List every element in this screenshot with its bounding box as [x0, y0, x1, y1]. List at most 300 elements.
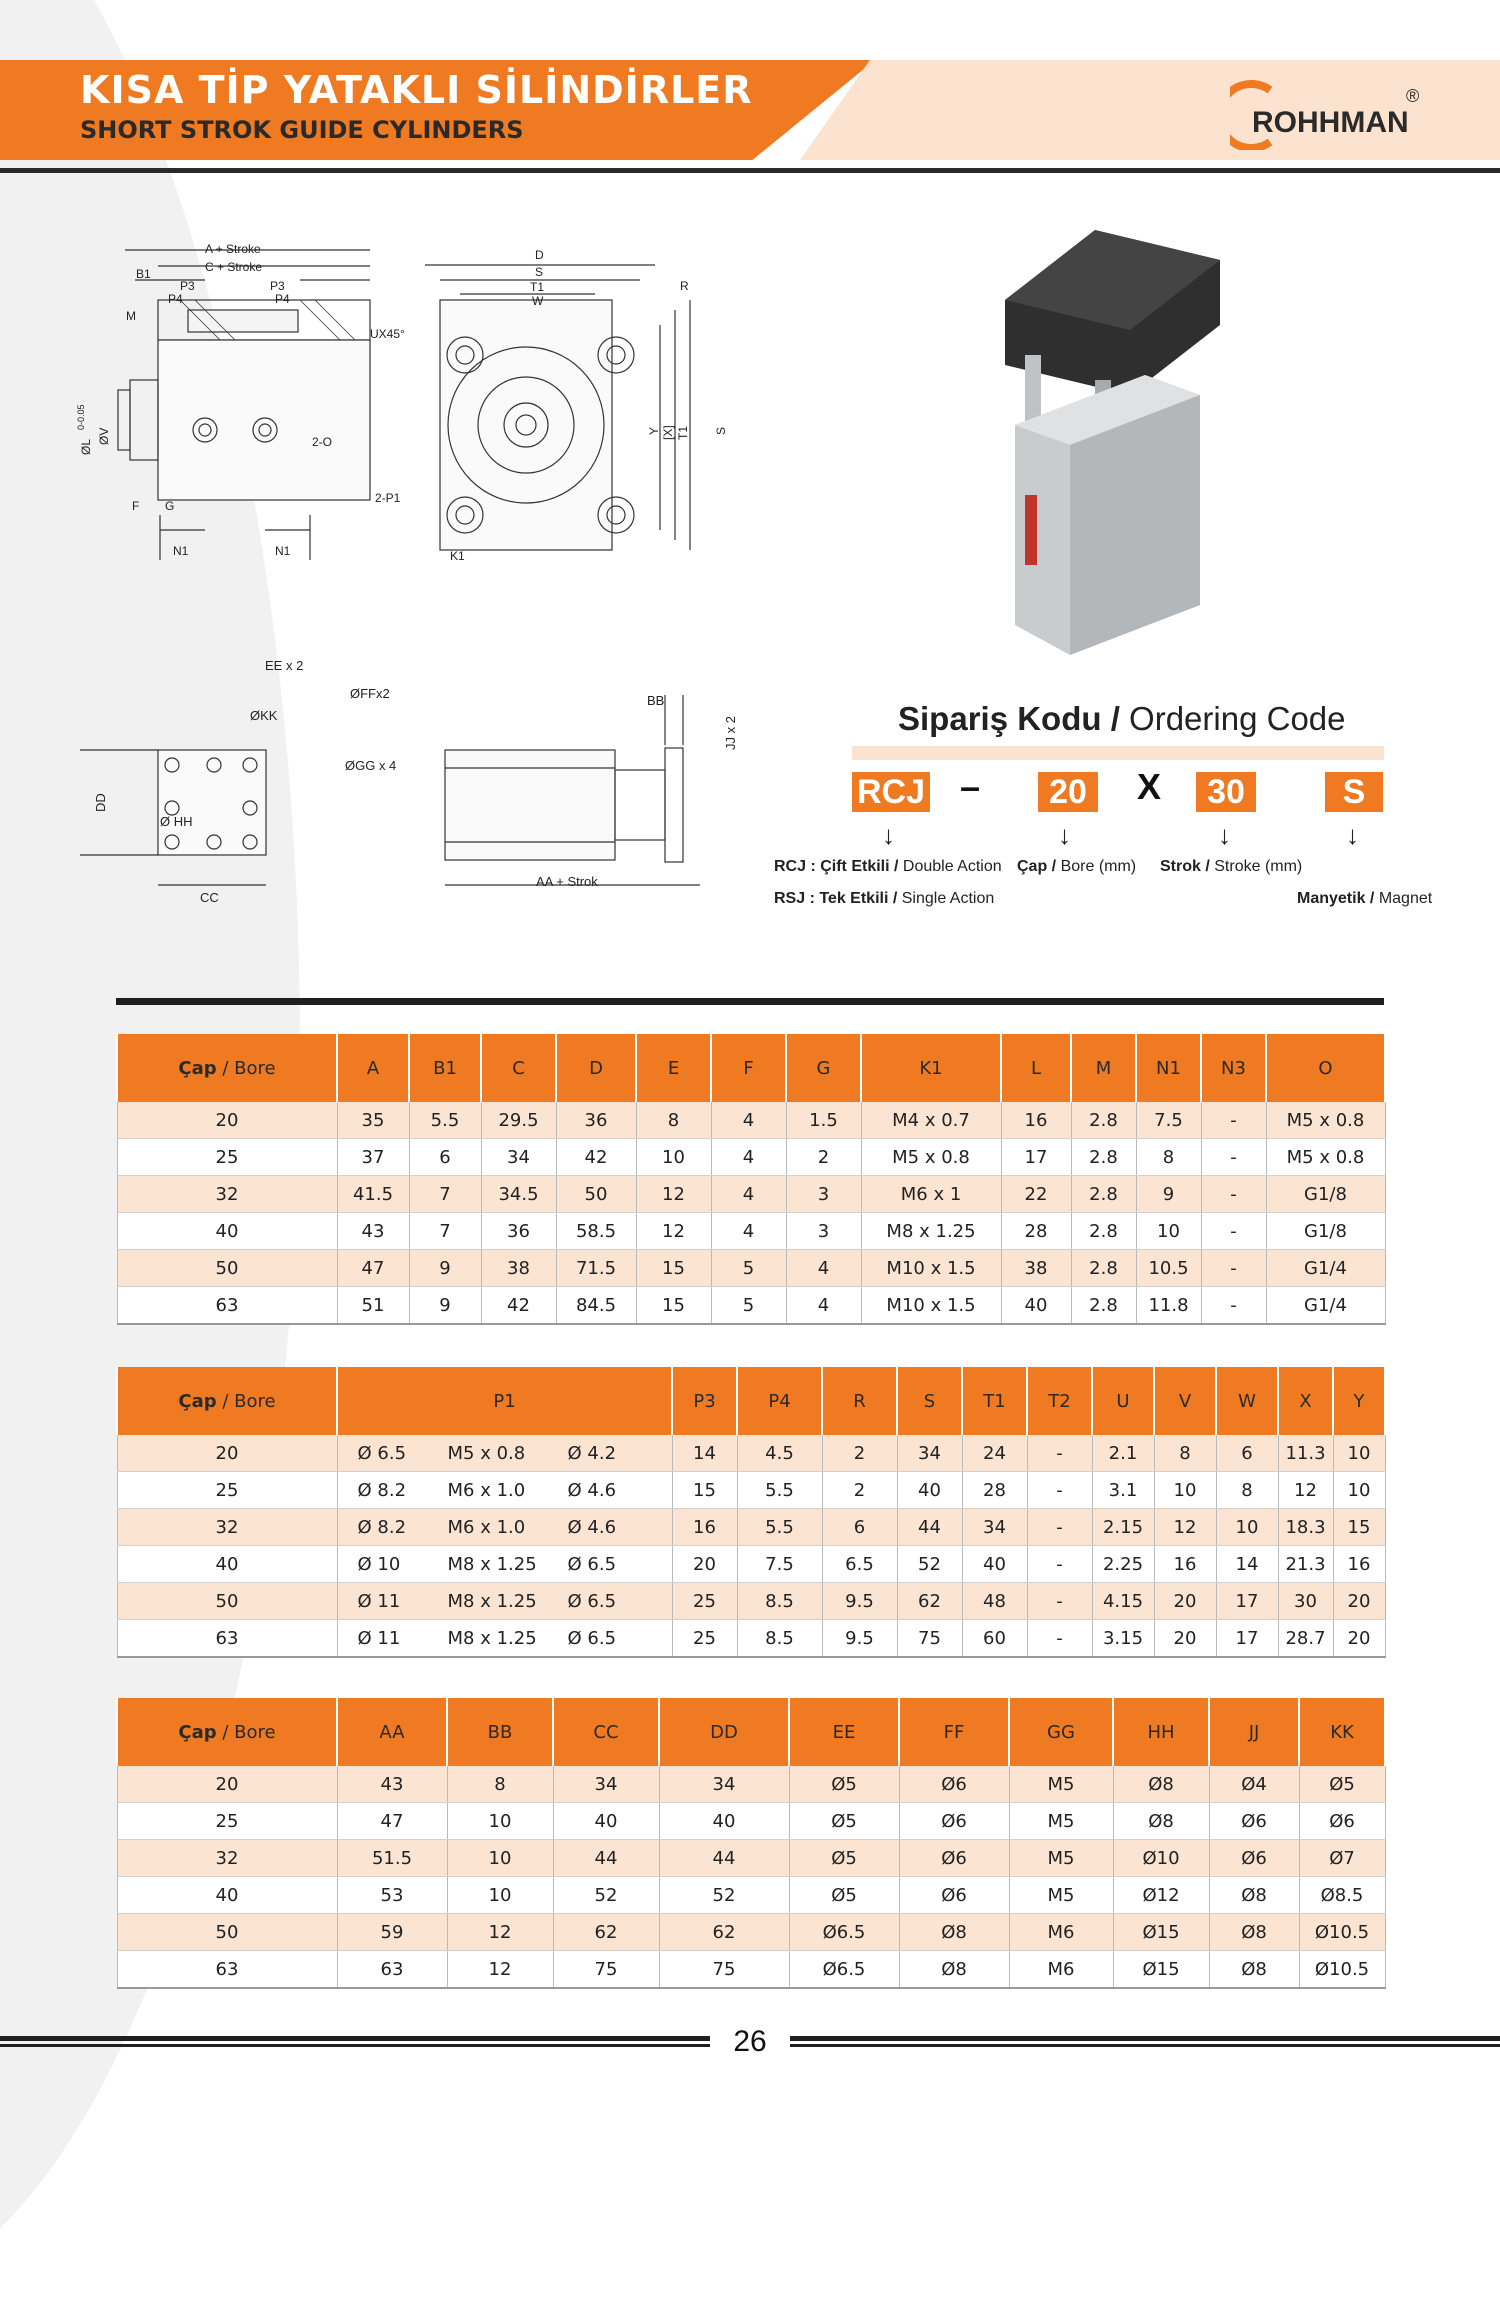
value-cell: 71.5 [556, 1250, 636, 1287]
value-cell: 42 [481, 1287, 556, 1325]
value-cell: 6.5 [822, 1546, 897, 1583]
table-row [117, 1139, 1385, 1176]
value-cell: 4.15 [1092, 1583, 1154, 1620]
value-cell: 50 [556, 1176, 636, 1213]
value-cell: - [1201, 1213, 1266, 1250]
note-bore-key: Çap / [1017, 858, 1057, 875]
value-cell: 34.5 [481, 1176, 556, 1213]
column-header: A [337, 1034, 409, 1102]
value-cell: 40 [962, 1546, 1027, 1583]
value-cell: 51.5 [337, 1840, 447, 1877]
note-magnet [1297, 890, 1432, 908]
label-f: F [132, 499, 140, 513]
p1-value: Ø 8.2 [357, 1516, 407, 1538]
label-ff: ØFFx2 [350, 686, 390, 701]
value-cell: 9 [1136, 1176, 1201, 1213]
value-cell: 34 [481, 1139, 556, 1176]
value-cell: 30 [1278, 1583, 1333, 1620]
value-cell: 62 [897, 1583, 962, 1620]
header-divider [0, 168, 1500, 173]
note-rcj-value: Double Action [902, 858, 1002, 875]
p1-value: M6 x 1.0 [447, 1479, 526, 1501]
value-cell: Ø8 [1209, 1914, 1299, 1951]
value-cell: M5 [1009, 1877, 1113, 1914]
bore-cell: 50 [117, 1914, 337, 1951]
p1-value: Ø 6.5 [567, 1627, 617, 1649]
value-cell: 12 [636, 1213, 711, 1250]
label-l: ØL [79, 438, 93, 455]
value-cell: 10 [1333, 1435, 1385, 1472]
value-cell: Ø6 [899, 1803, 1009, 1840]
value-cell: 10 [447, 1877, 553, 1914]
column-header: DD [659, 1698, 789, 1766]
footer-line-left-thin [0, 2044, 710, 2047]
value-cell: 15 [636, 1250, 711, 1287]
value-cell: 6 [1216, 1435, 1278, 1472]
label-hh: Ø HH [160, 814, 193, 829]
value-cell: G1/4 [1266, 1287, 1385, 1325]
value-cell: 24 [962, 1435, 1027, 1472]
value-cell: 6 [822, 1509, 897, 1546]
column-header: CC [553, 1698, 659, 1766]
p1-value: Ø 11 [357, 1590, 401, 1612]
bore-cell: 63 [117, 1951, 337, 1989]
value-cell: 28 [1001, 1213, 1071, 1250]
value-cell: 2.8 [1071, 1287, 1136, 1325]
value-cell: 44 [659, 1840, 789, 1877]
bore-cell: 32 [117, 1840, 337, 1877]
label-x: [X] [661, 425, 675, 440]
value-cell: 8 [1154, 1435, 1216, 1472]
table-row [117, 1951, 1385, 1989]
value-cell: 16 [1333, 1546, 1385, 1583]
bore-cell: 25 [117, 1472, 337, 1509]
value-cell: 14 [672, 1435, 737, 1472]
label-bb: BB [647, 693, 665, 708]
brand-name: ROHHMAN [1252, 106, 1409, 139]
p1-value: M8 x 1.25 [447, 1590, 537, 1612]
value-cell: Ø6 [1209, 1840, 1299, 1877]
value-cell: 8 [1136, 1139, 1201, 1176]
value-cell: 5.5 [737, 1472, 822, 1509]
note-stroke-key: Strok / [1160, 858, 1210, 875]
value-cell: 44 [553, 1840, 659, 1877]
value-cell: 2 [786, 1139, 861, 1176]
value-cell: 9.5 [822, 1583, 897, 1620]
value-cell: 75 [659, 1951, 789, 1989]
value-cell: 5.5 [409, 1102, 481, 1139]
value-cell: 44 [897, 1509, 962, 1546]
label-ee: EE x 2 [265, 658, 304, 673]
value-cell: 36 [556, 1102, 636, 1139]
brand-logo [1230, 80, 1430, 150]
value-cell: 38 [481, 1250, 556, 1287]
value-cell: 58.5 [556, 1213, 636, 1250]
bore-cell: 25 [117, 1803, 337, 1840]
label-w: W [532, 294, 544, 308]
note-stroke-value: Stroke (mm) [1214, 858, 1303, 875]
value-cell: G1/4 [1266, 1250, 1385, 1287]
column-header: E [636, 1034, 711, 1102]
value-cell: 3.15 [1092, 1620, 1154, 1658]
value-cell: 2.8 [1071, 1139, 1136, 1176]
note-bore-value: Bore (mm) [1060, 858, 1137, 875]
label-b1: B1 [136, 267, 151, 281]
value-cell: Ø6 [899, 1840, 1009, 1877]
bore-header-tr: Çap [178, 1057, 217, 1079]
column-header: P3 [672, 1367, 737, 1435]
value-cell: Ø8.5 [1299, 1877, 1385, 1914]
table-row [117, 1176, 1385, 1213]
code-dash: – [960, 766, 981, 807]
value-cell: - [1027, 1620, 1092, 1658]
column-header: EE [789, 1698, 899, 1766]
ordering-code-title [898, 700, 1346, 738]
bore-header-tr: Çap [178, 1721, 217, 1743]
value-cell: 10.5 [1136, 1250, 1201, 1287]
label-d: D [535, 248, 544, 262]
value-cell: M5 [1009, 1803, 1113, 1840]
table-row [117, 1583, 1385, 1620]
value-cell: G1/8 [1266, 1176, 1385, 1213]
value-cell: 8.5 [737, 1620, 822, 1658]
bore-cell: 63 [117, 1287, 337, 1325]
value-cell: 36 [481, 1213, 556, 1250]
bore-cell: 40 [117, 1546, 337, 1583]
tables-top-divider [116, 998, 1384, 1005]
bore-cell: 50 [117, 1250, 337, 1287]
value-cell: 25 [672, 1583, 737, 1620]
value-cell: Ø5 [789, 1803, 899, 1840]
value-cell: 2.8 [1071, 1102, 1136, 1139]
column-header: G [786, 1034, 861, 1102]
p1-value: M6 x 1.0 [447, 1516, 526, 1538]
bore-cell: 20 [117, 1102, 337, 1139]
note-stroke [1160, 858, 1302, 876]
value-cell: 52 [659, 1877, 789, 1914]
value-cell: 8 [1216, 1472, 1278, 1509]
page-title-tr: KISA TİP YATAKLI SİLİNDİRLER [80, 68, 753, 112]
column-header: P4 [737, 1367, 822, 1435]
value-cell: Ø10.5 [1299, 1951, 1385, 1989]
note-rsj-value: Single Action [901, 890, 995, 907]
table-row [117, 1840, 1385, 1877]
value-cell: 21.3 [1278, 1546, 1333, 1583]
value-cell: M6 [1009, 1951, 1113, 1989]
p1-value: M5 x 0.8 [447, 1442, 526, 1464]
value-cell: 7.5 [737, 1546, 822, 1583]
value-cell: M6 x 1 [861, 1176, 1001, 1213]
value-cell: Ø5 [1299, 1766, 1385, 1803]
value-cell: 15 [1333, 1509, 1385, 1546]
value-cell: Ø6.5 [789, 1951, 899, 1989]
column-header: U [1092, 1367, 1154, 1435]
value-cell: Ø6 [1209, 1803, 1299, 1840]
footer-line-left [0, 2036, 710, 2041]
value-cell: 28.7 [1278, 1620, 1333, 1658]
value-cell: 47 [337, 1803, 447, 1840]
label-m: M [126, 309, 136, 323]
value-cell: 17 [1216, 1620, 1278, 1658]
value-cell: Ø8 [1113, 1766, 1209, 1803]
value-cell: 9 [409, 1250, 481, 1287]
table-header-row [117, 1698, 1385, 1766]
p1-value: Ø 10 [357, 1553, 401, 1575]
value-cell: 40 [897, 1472, 962, 1509]
column-header: X [1278, 1367, 1333, 1435]
label-p3-right: P3 [270, 279, 285, 293]
p1-value: Ø 6.5 [567, 1553, 617, 1575]
bore-cell: 32 [117, 1509, 337, 1546]
value-cell: 12 [447, 1951, 553, 1989]
bore-cell: 25 [117, 1139, 337, 1176]
label-ux45: UX45° [370, 327, 405, 341]
label-2-o: 2-O [312, 435, 333, 449]
value-cell: 5 [711, 1250, 786, 1287]
value-cell: Ø7 [1299, 1840, 1385, 1877]
value-cell: 8 [447, 1766, 553, 1803]
value-cell: 60 [962, 1620, 1027, 1658]
column-header: AA [337, 1698, 447, 1766]
value-cell: 51 [337, 1287, 409, 1325]
value-cell: Ø6 [899, 1877, 1009, 1914]
value-cell: 10 [636, 1139, 711, 1176]
arrow-magnet: ↓ [1346, 820, 1359, 850]
value-cell: 15 [636, 1287, 711, 1325]
label-r: R [680, 279, 689, 293]
table-row [117, 1803, 1385, 1840]
value-cell: Ø8 [899, 1914, 1009, 1951]
value-cell: Ø15 [1113, 1914, 1209, 1951]
column-header: C [481, 1034, 556, 1102]
bore-cell: 50 [117, 1583, 337, 1620]
value-cell: 16 [1154, 1546, 1216, 1583]
table-row [117, 1546, 1385, 1583]
value-cell: 43 [337, 1766, 447, 1803]
value-cell: 7.5 [1136, 1102, 1201, 1139]
p1-cell [337, 1546, 672, 1583]
value-cell: 38 [1001, 1250, 1071, 1287]
value-cell: 10 [1216, 1509, 1278, 1546]
p1-cell [337, 1435, 672, 1472]
table-header-row [117, 1367, 1385, 1435]
table-row [117, 1213, 1385, 1250]
value-cell: Ø15 [1113, 1951, 1209, 1989]
value-cell: 2 [822, 1435, 897, 1472]
value-cell: 34 [897, 1435, 962, 1472]
back-view-drawing [445, 695, 700, 885]
value-cell: 4 [711, 1139, 786, 1176]
column-header: Y [1333, 1367, 1385, 1435]
side-view-drawing [118, 250, 370, 560]
value-cell: 4 [711, 1213, 786, 1250]
value-cell: 2.25 [1092, 1546, 1154, 1583]
label-c-stroke: C + Stroke [205, 260, 263, 274]
value-cell: 4 [786, 1287, 861, 1325]
table-row [117, 1620, 1385, 1658]
value-cell: 5.5 [737, 1509, 822, 1546]
value-cell: 4.5 [737, 1435, 822, 1472]
magnet-strip [1025, 495, 1037, 565]
column-header: N1 [1136, 1034, 1201, 1102]
value-cell: 2.15 [1092, 1509, 1154, 1546]
column-header: HH [1113, 1698, 1209, 1766]
value-cell: - [1027, 1435, 1092, 1472]
value-cell: 40 [1001, 1287, 1071, 1325]
p1-cell [337, 1583, 672, 1620]
value-cell: 34 [962, 1509, 1027, 1546]
value-cell: 63 [337, 1951, 447, 1989]
column-header: BB [447, 1698, 553, 1766]
p1-value: Ø 6.5 [357, 1442, 407, 1464]
registered-mark: ® [1406, 86, 1420, 106]
p1-value: Ø 4.6 [567, 1516, 617, 1538]
value-cell: 9.5 [822, 1620, 897, 1658]
value-cell: 2.8 [1071, 1213, 1136, 1250]
value-cell: 22 [1001, 1176, 1071, 1213]
column-header: T1 [962, 1367, 1027, 1435]
bore-header-en: / Bore [222, 1057, 276, 1079]
value-cell: 28 [962, 1472, 1027, 1509]
label-n1-left: N1 [173, 544, 189, 558]
bore-cell: 20 [117, 1435, 337, 1472]
column-header: L [1001, 1034, 1071, 1102]
label-p4-right: P4 [275, 292, 290, 306]
value-cell: 12 [447, 1914, 553, 1951]
label-s-vertical: S [714, 426, 728, 435]
label-2-p1: 2-P1 [375, 491, 401, 505]
value-cell: - [1201, 1250, 1266, 1287]
note-rcj-key: RCJ : Çift Etkili / [774, 858, 899, 875]
value-cell: Ø6 [899, 1766, 1009, 1803]
value-cell: 75 [553, 1951, 659, 1989]
value-cell: M10 x 1.5 [861, 1287, 1001, 1325]
column-header: V [1154, 1367, 1216, 1435]
dimension-table-1 [116, 1034, 1386, 1325]
value-cell: 7 [409, 1213, 481, 1250]
p1-cell [337, 1509, 672, 1546]
p1-cell [337, 1620, 672, 1658]
value-cell: 2.8 [1071, 1176, 1136, 1213]
label-s: S [535, 265, 544, 279]
bore-header-tr: Çap [178, 1390, 217, 1412]
value-cell: 29.5 [481, 1102, 556, 1139]
value-cell: Ø12 [1113, 1877, 1209, 1914]
value-cell: 11.8 [1136, 1287, 1201, 1325]
dimension-table-2 [116, 1367, 1386, 1658]
p1-cell [337, 1472, 672, 1509]
note-bore [1017, 858, 1136, 876]
value-cell: 14 [1216, 1546, 1278, 1583]
code-x: X [1137, 766, 1162, 807]
value-cell: 8.5 [737, 1583, 822, 1620]
bore-header [117, 1698, 337, 1766]
table-row [117, 1472, 1385, 1509]
footer-line-right-thin [790, 2044, 1500, 2047]
label-l-tolerance: 0-0.05 [76, 404, 86, 430]
bore-header [117, 1034, 337, 1102]
label-p4-left: P4 [168, 292, 183, 306]
column-header: W [1216, 1367, 1278, 1435]
value-cell: 10 [1136, 1213, 1201, 1250]
table-row [117, 1877, 1385, 1914]
value-cell: 20 [672, 1546, 737, 1583]
value-cell: 20 [1154, 1620, 1216, 1658]
code-type-box: RCJ [852, 772, 930, 812]
value-cell: Ø6 [1299, 1803, 1385, 1840]
column-header: B1 [409, 1034, 481, 1102]
label-dd: DD [93, 793, 108, 812]
label-a-stroke: A + Stroke [205, 242, 261, 256]
bore-cell: 40 [117, 1213, 337, 1250]
value-cell: 25 [672, 1620, 737, 1658]
technical-drawings [60, 230, 780, 930]
bore-cell: 32 [117, 1176, 337, 1213]
value-cell: 11.3 [1278, 1435, 1333, 1472]
value-cell: Ø8 [1209, 1951, 1299, 1989]
arrow-bore: ↓ [1058, 820, 1071, 850]
label-gg: ØGG x 4 [345, 758, 397, 773]
note-magnet-key: Manyetik / [1297, 890, 1375, 907]
value-cell: 43 [337, 1213, 409, 1250]
column-header: KK [1299, 1698, 1385, 1766]
value-cell: Ø10.5 [1299, 1914, 1385, 1951]
ordering-title-en: Ordering Code [1129, 700, 1346, 737]
column-header: S [897, 1367, 962, 1435]
value-cell: 52 [553, 1877, 659, 1914]
table-row [117, 1102, 1385, 1139]
value-cell: M5 x 0.8 [861, 1139, 1001, 1176]
value-cell: 62 [659, 1914, 789, 1951]
value-cell: 18.3 [1278, 1509, 1333, 1546]
value-cell: 6 [409, 1139, 481, 1176]
bore-header-en: / Bore [222, 1721, 276, 1743]
label-jj: JJ x 2 [723, 716, 738, 750]
bore-cell: 40 [117, 1877, 337, 1914]
p1-value: Ø 4.6 [567, 1479, 617, 1501]
column-header: N3 [1201, 1034, 1266, 1102]
value-cell: 10 [1154, 1472, 1216, 1509]
label-t1-vertical: T1 [676, 425, 690, 440]
value-cell: - [1027, 1546, 1092, 1583]
label-cc: CC [200, 890, 219, 905]
dimension-table-3 [116, 1698, 1386, 1989]
note-magnet-value: Magnet [1378, 890, 1433, 907]
table-row [117, 1287, 1385, 1325]
p1-value: Ø 4.2 [567, 1442, 617, 1464]
arrow-type: ↓ [882, 820, 895, 850]
column-header: FF [899, 1698, 1009, 1766]
value-cell: M5 [1009, 1840, 1113, 1877]
bore-header-en: / Bore [222, 1390, 276, 1412]
value-cell: 10 [447, 1803, 553, 1840]
table-row [117, 1250, 1385, 1287]
value-cell: - [1027, 1509, 1092, 1546]
value-cell: M5 [1009, 1766, 1113, 1803]
value-cell: 34 [659, 1766, 789, 1803]
p1-value: Ø 8.2 [357, 1479, 407, 1501]
note-rsj-key: RSJ : Tek Etkili / [774, 890, 898, 907]
p1-value: Ø 6.5 [567, 1590, 617, 1612]
column-header: M [1071, 1034, 1136, 1102]
value-cell: M8 x 1.25 [861, 1213, 1001, 1250]
value-cell: - [1201, 1139, 1266, 1176]
value-cell: Ø8 [1209, 1877, 1299, 1914]
value-cell: - [1201, 1102, 1266, 1139]
value-cell: 75 [897, 1620, 962, 1658]
table-row [117, 1509, 1385, 1546]
value-cell: Ø5 [789, 1877, 899, 1914]
